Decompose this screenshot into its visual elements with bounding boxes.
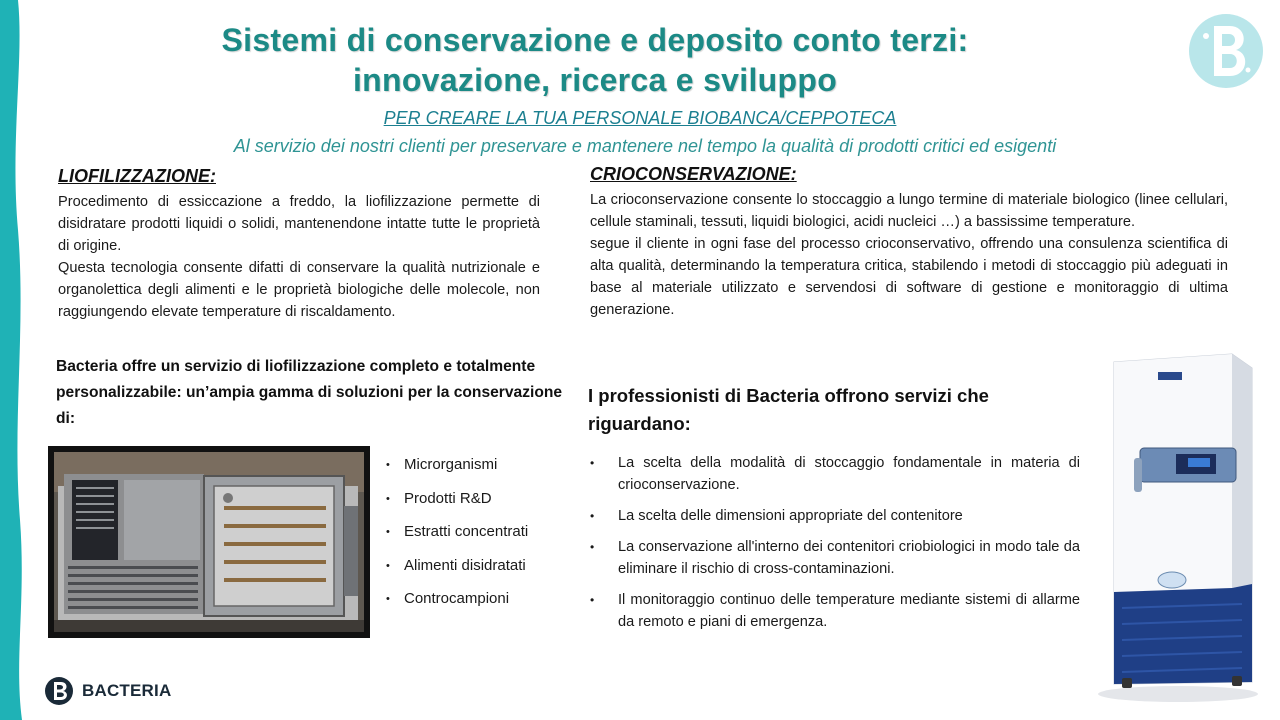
liofilizzazione-product-list (386, 456, 528, 624)
liofilizzazione-paragraph-1: Procedimento di essiccazione a freddo, la liofilizzazione permette di disidratare prodotti liquidi o solidi, mantenendone intatte tutte le proprietà di origine. (58, 194, 540, 254)
list-item: • La scelta delle dimensioni appropriate del contenitore (590, 505, 1080, 527)
crioconservazione-text (590, 189, 1228, 321)
list-item: • La conservazione all'interno dei contenitori criobiologici in modo tale da eliminare il rischio di cross-contaminazioni. (590, 536, 1080, 580)
crioconservazione-paragraph-2: segue il cliente in ogni fase del processo crioconservativo, offrendo una consulenza scientifica di alta qualità, determinando la temperatura critica, stabilendo i metodi di stoccaggio più adeguati in base al materiale utilizzato e servendosi di software di gestione e monitoraggio di ultima generazione. (590, 236, 1228, 318)
bullet-icon: • (590, 593, 595, 607)
freeze-dryer-image (48, 446, 370, 638)
bullet-icon: • (386, 559, 390, 572)
bullet-icon: • (590, 540, 595, 554)
footer-logo (44, 676, 171, 706)
cryo-freezer-image (1092, 352, 1260, 704)
subtitle: PER CREARE LA TUA PERSONALE BIOBANCA/CEPPOTECA (383, 108, 897, 128)
list-item: • La scelta della modalità di stoccaggio fondamentale in materia di crioconservazione. (590, 452, 1080, 496)
liofilizzazione-paragraph-2: Questa tecnologia consente difatti di conservare la qualità nutrizionale e organolettica degli alimenti e le proprietà biologiche delle molecole, non raggiungendo elevate temperature di riscaldamento. (58, 260, 540, 320)
list-item: • Controcampioni (386, 590, 510, 608)
bacteria-logo-icon (1184, 12, 1268, 90)
bullet-icon: • (386, 526, 390, 539)
bacteria-footer-icon (44, 676, 76, 706)
list-item: • Estratti concentrati (386, 523, 529, 541)
left-wave-decoration (0, 0, 30, 720)
list-item: • Prodotti R&D (386, 489, 492, 507)
list-item: • Alimenti disidratati (386, 556, 526, 574)
bullet-icon: • (386, 459, 390, 471)
liofilizzazione-intro: Bacteria offre un servizio di liofilizzazione completo e totalmente personalizzabile: un’ampia gamma di soluzioni per la conservazione di: (56, 358, 563, 427)
crioconservazione-intro: I professionisti di Bacteria offrono servizi che riguardano: (588, 385, 989, 434)
list-item: • Il monitoraggio continuo delle temperature mediante sistemi di allarme da remoto e piani di emergenza. (590, 589, 1080, 633)
bullet-icon: • (386, 593, 390, 606)
bullet-icon: • (386, 492, 390, 505)
page-title (120, 20, 1070, 100)
bullet-icon: • (590, 456, 595, 470)
crioconservazione-paragraph-1: La crioconservazione consente lo stoccaggio a lungo termine di materiale biologico (linee cellulari, cellule staminali, tessuti, liquidi biologici, acidi nucleici …) a bassissime temperature. (590, 192, 1228, 230)
title-line-2: innovazione, ricerca e sviluppo (352, 62, 838, 98)
bullet-icon: • (590, 509, 595, 523)
crioconservazione-service-list (590, 452, 1080, 642)
footer-brand: BACTERIA (82, 681, 172, 700)
liofilizzazione-text (58, 191, 540, 323)
liofilizzazione-heading: LIOFILIZZAZIONE: (58, 166, 216, 186)
crioconservazione-heading: CRIOCONSERVAZIONE: (590, 164, 797, 184)
title-line-1: Sistemi di conservazione e deposito conto terzi: (221, 22, 969, 58)
list-item: • Microrganismi (386, 456, 498, 473)
tagline: Al servizio dei nostri clienti per preservare e mantenere nel tempo la qualità di prodotti critici ed esigenti (233, 136, 1057, 156)
